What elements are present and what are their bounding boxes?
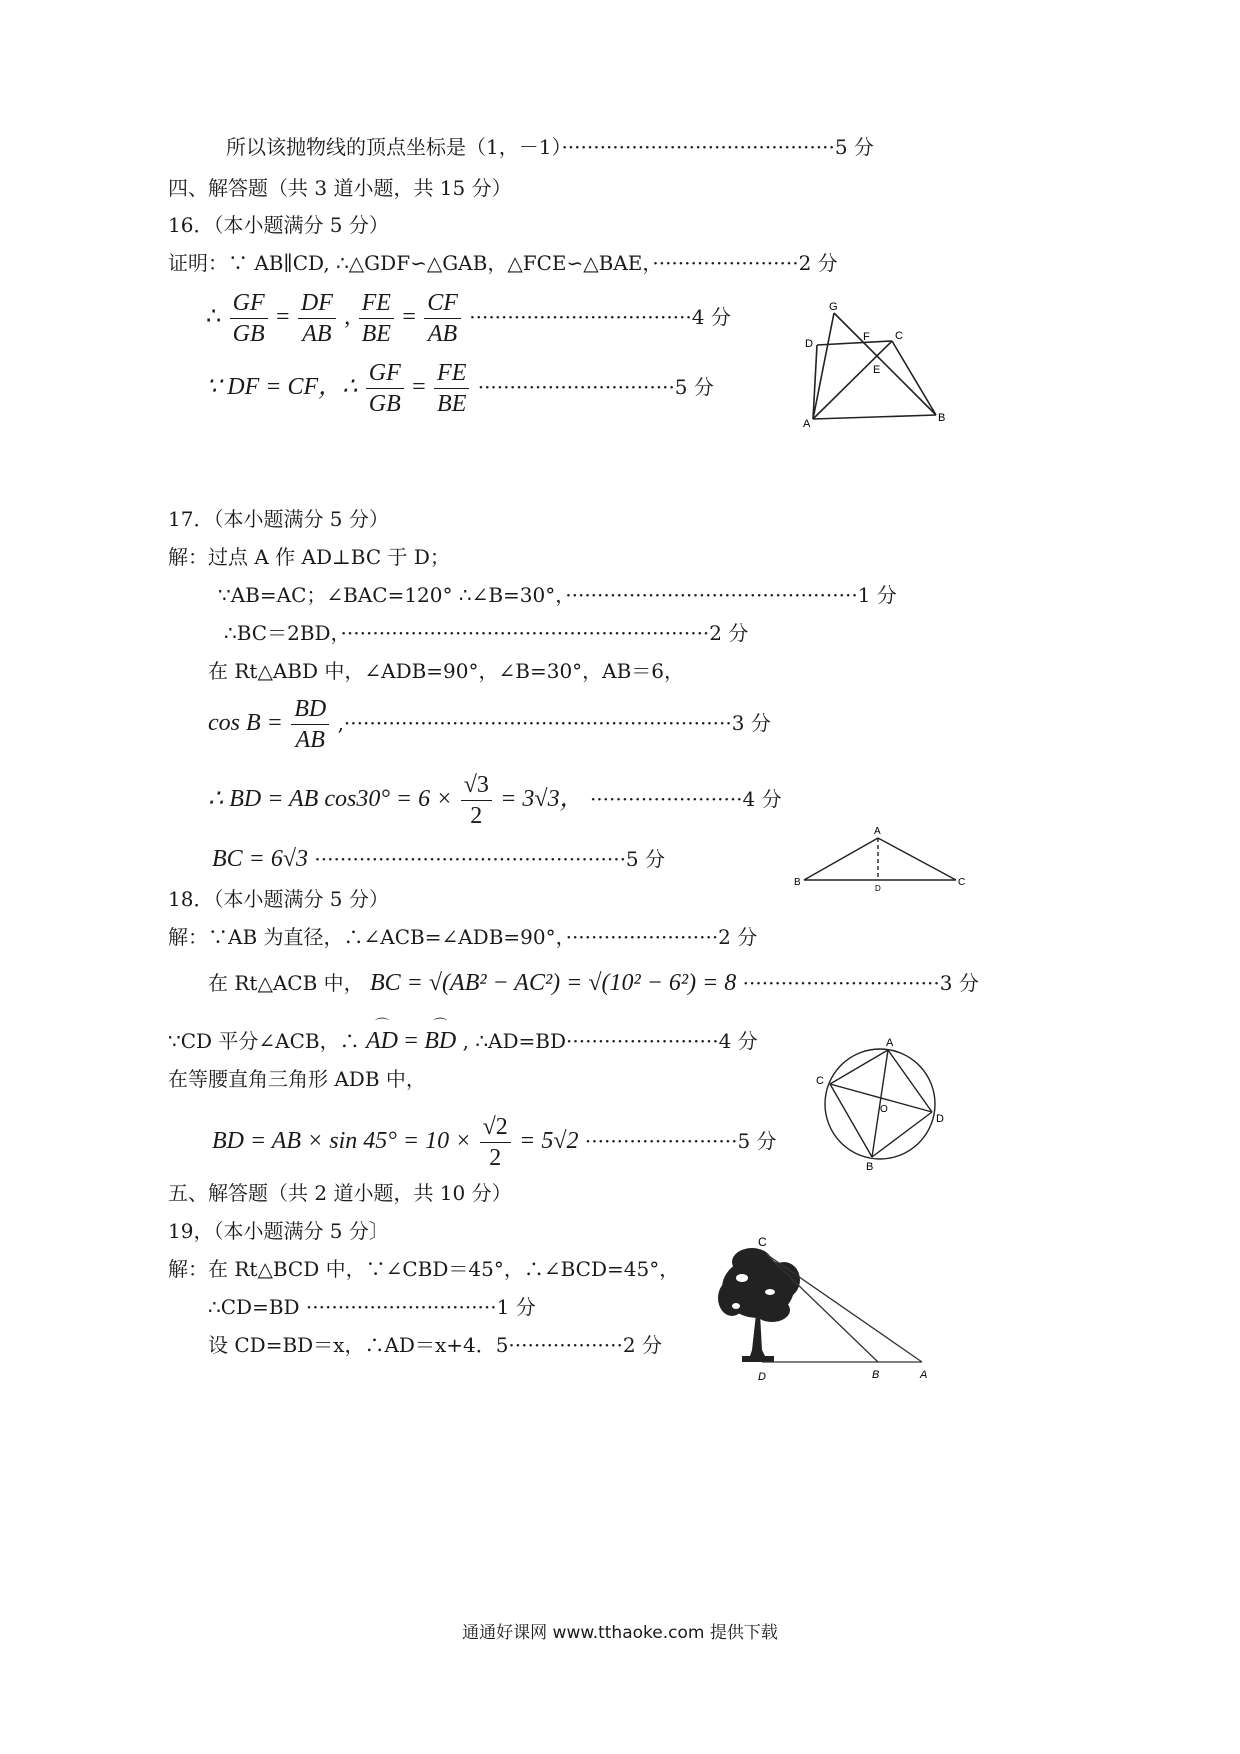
q18-isosceles-line: 在等腰直角三角形 ADB 中， [168,1067,426,1091]
label-g: G [829,301,838,313]
fraction-sqrt2-2: $\frac{√2}{2}$ [480,1112,511,1173]
q17-solution-line-4: 在 Rt△ABD 中，∠ADB=90°，∠B=30°，AB＝6， [208,659,685,683]
q18-bc-line: 在 Rt△ACB 中， BC = √(AB² − AC²) = √(10² − 6²) = 8 ·······························3 分 [208,970,979,996]
label-b: B [872,1369,880,1381]
q17-solution-line-1: 解：过点 A 作 AD⊥BC 于 D； [168,545,450,569]
q18-arc-line: ∵CD 平分∠ACB，∴ ⌒ AD = ⌒ BD , ∴AD=BD························4 分 [168,1028,758,1054]
fraction-gf-gb-2: $\frac{GF}{GB}$ [366,358,404,419]
fraction-fe-be-2: $\frac{FE}{BE}$ [434,358,469,419]
score-4: ························4 分 [589,787,782,811]
question-19-heading: 19，（本小题满分 5 分〕 [168,1219,389,1243]
label-c: C [816,1075,824,1087]
q17-bd-line: ∴ BD = AB cos30° = 6 × $\frac{√3}{2}$ = 3√3， ························4 分 [208,772,782,829]
q17-solution-line-3: ∴BC＝2BD，··························································2 分 [224,621,749,645]
q17-bc-line: BC = 6√3 ·················································5 分 [212,846,666,872]
label-c: C [758,1235,767,1249]
question-16-heading: 16．（本小题满分 5 分） [168,213,389,237]
fraction-bd-ab: $\frac{BD}{AB}$ [291,694,329,755]
arc-ad: ⌒ AD [366,1028,398,1054]
score-5: ·················································5 分 [314,847,666,871]
q18-bd-line: BD = AB × sin 45° = 10 × $\frac{√2}{2}$ = 5√2 ························5 分 [212,1114,777,1171]
fraction-sqrt3-2: $\frac{√3}{2}$ [461,770,492,831]
fraction-df-ab: $\frac{DF}{AB}$ [298,288,336,349]
label-e: E [873,364,881,376]
label-a: A [920,1369,928,1381]
label-a: A [874,826,881,837]
label-a: A [803,418,811,430]
bc-sqrt-expression: BC = √(AB² − AC²) = √(10² − 6²) = 8 [370,970,737,996]
label-f: F [863,331,870,343]
figure-17-triangle [790,822,970,892]
fraction-cf-ab: $\frac{CF}{AB}$ [424,288,461,349]
label-c: C [958,877,966,888]
section-five-heading: 五、解答题（共 2 道小题，共 10 分） [168,1181,512,1205]
label-a: A [886,1037,894,1049]
tree-icon [718,1248,800,1362]
label-d: D [758,1371,766,1383]
label-b: B [794,877,801,888]
figure-19-tree [712,1228,942,1388]
label-d: D [875,884,881,892]
section-four-heading: 四、解答题（共 3 道小题，共 15 分） [168,176,512,200]
label-d: D [805,338,813,350]
label-b: B [938,412,946,424]
q18-solution-line-1: 解：∵AB 为直径，∴∠ACB=∠ADB=90°，························2 分 [168,925,758,949]
q16-proof-line-1: 证明：∵ AB∥CD, ∴△GDF∽△GAB，△FCE∽△BAE，·······················2 分 [168,251,838,275]
figure-16-trapezoid [795,295,955,435]
score-4: ···································4 分 [469,305,731,329]
arc-bd: ⌒ BD [424,1028,456,1054]
vertex-coordinate-line: 所以该抛物线的顶点坐标是（1，－1）···········································5 分 [226,135,874,159]
page-footer: 通通好课网 www.tthaoke.com 提供下载 [462,1623,778,1643]
q19-solution-line-2: ∴CD=BD ······························1 分 [208,1295,536,1319]
fraction-fe-be: $\frac{FE}{BE}$ [359,288,394,349]
score-5: ························5 分 [584,1129,777,1153]
q16-fraction-line-1: ∴ $\frac{GF}{GB}$ = $\frac{DF}{AB}$ , $\frac{FE}{BE}$ = $\frac{CF}{AB}$ ···································4 分 [206,290,731,347]
q19-solution-line-1: 解：在 Rt△BCD 中，∵∠CBD＝45°，∴∠BCD=45°， [168,1257,680,1281]
q17-cos-line: cos B = $\frac{BD}{AB}$ ,·····························································3 分 [208,696,771,753]
q17-solution-line-2: ∵AB=AC；∠BAC=120° ∴∠B=30°，··············································1 分 [218,583,897,607]
q16-fraction-line-2: ∵ DF = CF，∴ $\frac{GF}{GB}$ = $\frac{FE}{BE}$ ·······························5 分 [206,360,714,417]
label-c: C [895,330,903,342]
question-18-heading: 18．（本小题满分 5 分） [168,887,389,911]
fraction-gf-gb: $\frac{GF}{GB}$ [230,288,268,349]
question-17-heading: 17．（本小题满分 5 分） [168,507,389,531]
score-4: , ∴AD=BD························4 分 [462,1029,758,1053]
figure-18-circle [810,1030,960,1175]
score-3: ·······························3 分 [742,971,979,995]
score-3: ,·····························································3 分 [337,711,771,735]
q19-solution-line-3: 设 CD=BD＝x，∴AD＝x+4．5··················2 分 [208,1333,662,1357]
label-b: B [866,1161,874,1173]
label-d: D [936,1113,944,1125]
label-o: O [880,1104,888,1115]
score-5: ·······························5 分 [477,375,714,399]
